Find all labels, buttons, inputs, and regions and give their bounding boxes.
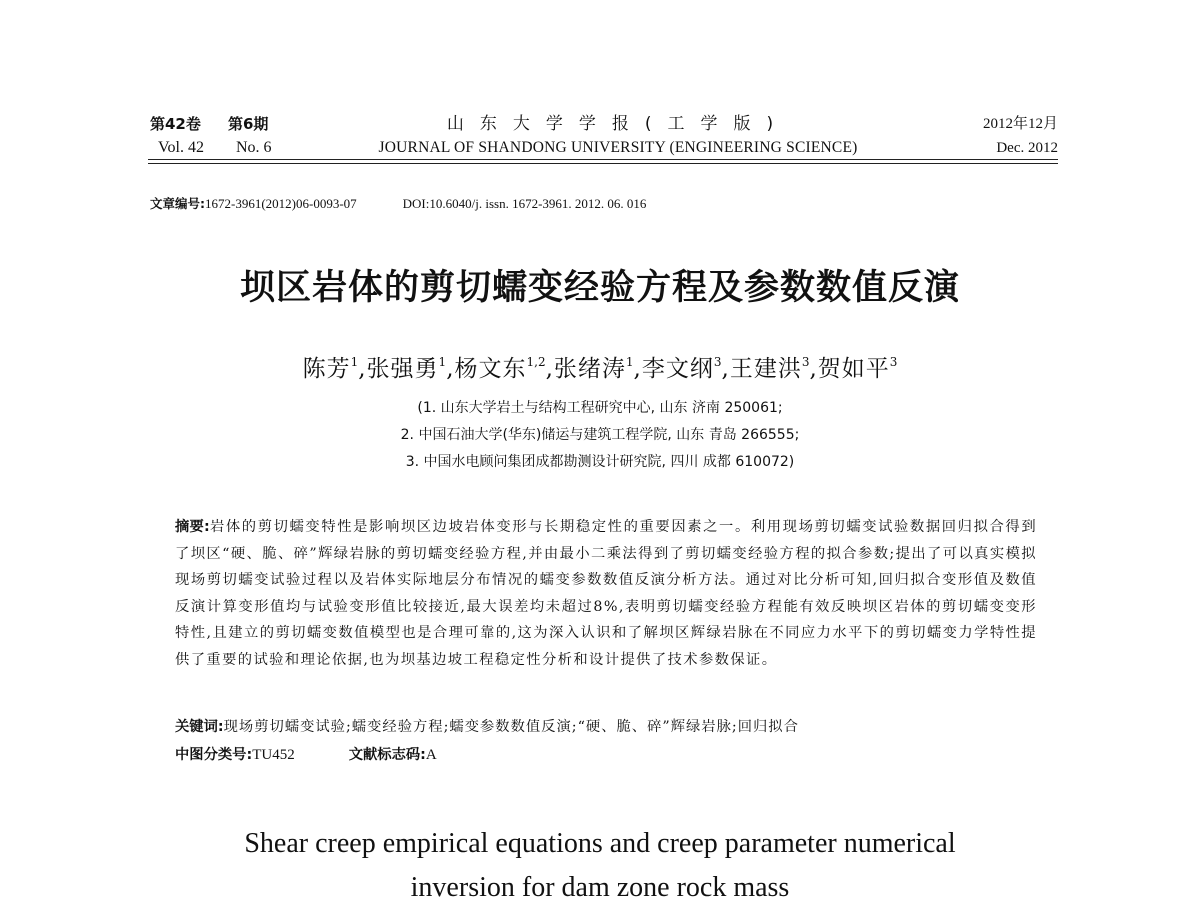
issue-cn: 第6期 xyxy=(228,115,269,133)
author-name: 李文纲 xyxy=(641,356,714,382)
header-rule-thin xyxy=(148,163,1058,164)
author-affil-sup: 3 xyxy=(889,355,898,369)
paper-title-cn: 坝区岩体的剪切蠕变经验方程及参数数值反演 xyxy=(239,268,960,308)
date-cn: 2012年12月 xyxy=(982,116,1058,132)
header-rule-thick xyxy=(148,159,1058,160)
author-affil-sup: 1 xyxy=(350,355,359,369)
journal-header xyxy=(148,108,1058,168)
keywords xyxy=(175,716,799,736)
author-list: 陈芳$^1$,张强勇$^1$,杨文东$^{1,2}$,张绪涛$^1$,李文纲$^3$,王建洪$^3$,贺如平$^3$ xyxy=(302,355,898,382)
author-affil-sup: 1,2 xyxy=(526,355,546,369)
abstract xyxy=(175,514,1037,673)
abstract-text: 岩体的剪切蠕变特性是影响坝区边坡岩体变形与长期稳定性的重要因素之一。利用现场剪切蠕变试验数据回归拟合得到了坝区“硬、脆、碎”辉绿岩脉的剪切蠕变经验方程,并由最小二乘法得到了剪切蠕变经验方程的拟合参数;提出了可以真实模拟现场剪切蠕变试验过程以及岩体实际地层分布情况的蠕变参数数值反演分析方法。通过对比分析可知,回归拟合变形值及数值反演计算变形值均与试验变形值比较接近,最大误差均未超过8%,表明剪切蠕变经验方程能有效反映坝区岩体的剪切蠕变变形特性,且建立的剪切蠕变数值模型也是合理可靠的,这为深入认识和了解坝区辉绿岩脉在不同应力水平下的剪切蠕变力学特性提供了重要的试验和理论依据,也为坝基边坡工程稳定性分析和设计提供了技术参数保证。 xyxy=(175,519,1038,668)
author-affil-sup: 1 xyxy=(438,355,447,369)
journal-name-cn: 山东大学学报(工学版) xyxy=(446,114,790,134)
author-name: 陈芳 xyxy=(302,356,351,382)
affiliation-2: 2. 中国石油大学(华东)储运与建筑工程学院, 山东 青岛 266555; xyxy=(400,427,800,443)
keywords-text: 现场剪切蠕变试验;蠕变经验方程;蠕变参数数值反演;“硬、脆、碎”辉绿岩脉;回归拟合 xyxy=(223,719,799,735)
article-number-line xyxy=(150,194,646,212)
paper-title-en-line2: inversion for dam zone rock mass xyxy=(410,872,790,903)
author-affil-sup: 3 xyxy=(713,355,722,369)
affiliation-3: 3. 中国水电顾问集团成都勘测设计研究院, 四川 成都 610072) xyxy=(405,454,795,470)
doi: DOI:10.6040/j. issn. 1672-3961. 2012. 06. 016 xyxy=(402,196,647,211)
doc-code-label: 文献标志码: xyxy=(348,747,426,763)
paper-title-en xyxy=(0,822,1200,910)
classification-line xyxy=(175,744,437,764)
affiliation-1: (1. 山东大学岩土与结构工程研究中心, 山东 济南 250061; xyxy=(417,400,783,416)
clc-value: TU452 xyxy=(252,747,295,763)
volume-cn: 第42卷 xyxy=(150,115,201,133)
date-block xyxy=(983,112,1058,160)
date-en: Dec. 2012 xyxy=(996,140,1058,156)
article-number: 1672-3961(2012)06-0093-07 xyxy=(205,196,357,211)
author-name: 贺如平 xyxy=(817,356,890,382)
journal-name-block xyxy=(353,112,883,160)
volume-en: Vol. 42 xyxy=(158,139,204,156)
author-name: 张强勇 xyxy=(366,356,439,382)
issue-en: No. 6 xyxy=(236,139,272,156)
journal-name-en: JOURNAL OF SHANDONG UNIVERSITY (ENGINEERING SCIENCE) xyxy=(378,139,858,156)
abstract-label: 摘要: xyxy=(175,519,210,535)
article-number-label: 文章编号: xyxy=(150,196,205,211)
author-affil-sup: 3 xyxy=(801,355,810,369)
clc-label: 中图分类号: xyxy=(175,747,253,763)
author-name: 张绪涛 xyxy=(553,356,626,382)
author-name: 杨文东 xyxy=(454,356,527,382)
volume-issue-block xyxy=(150,112,272,160)
author-affil-sup: 1 xyxy=(625,355,634,369)
author-name: 王建洪 xyxy=(729,356,802,382)
doc-code-value: A xyxy=(425,747,437,763)
keywords-label: 关键词: xyxy=(175,719,224,735)
paper-title-en-line1: Shear creep empirical equations and creep parameter numerical xyxy=(244,828,956,859)
